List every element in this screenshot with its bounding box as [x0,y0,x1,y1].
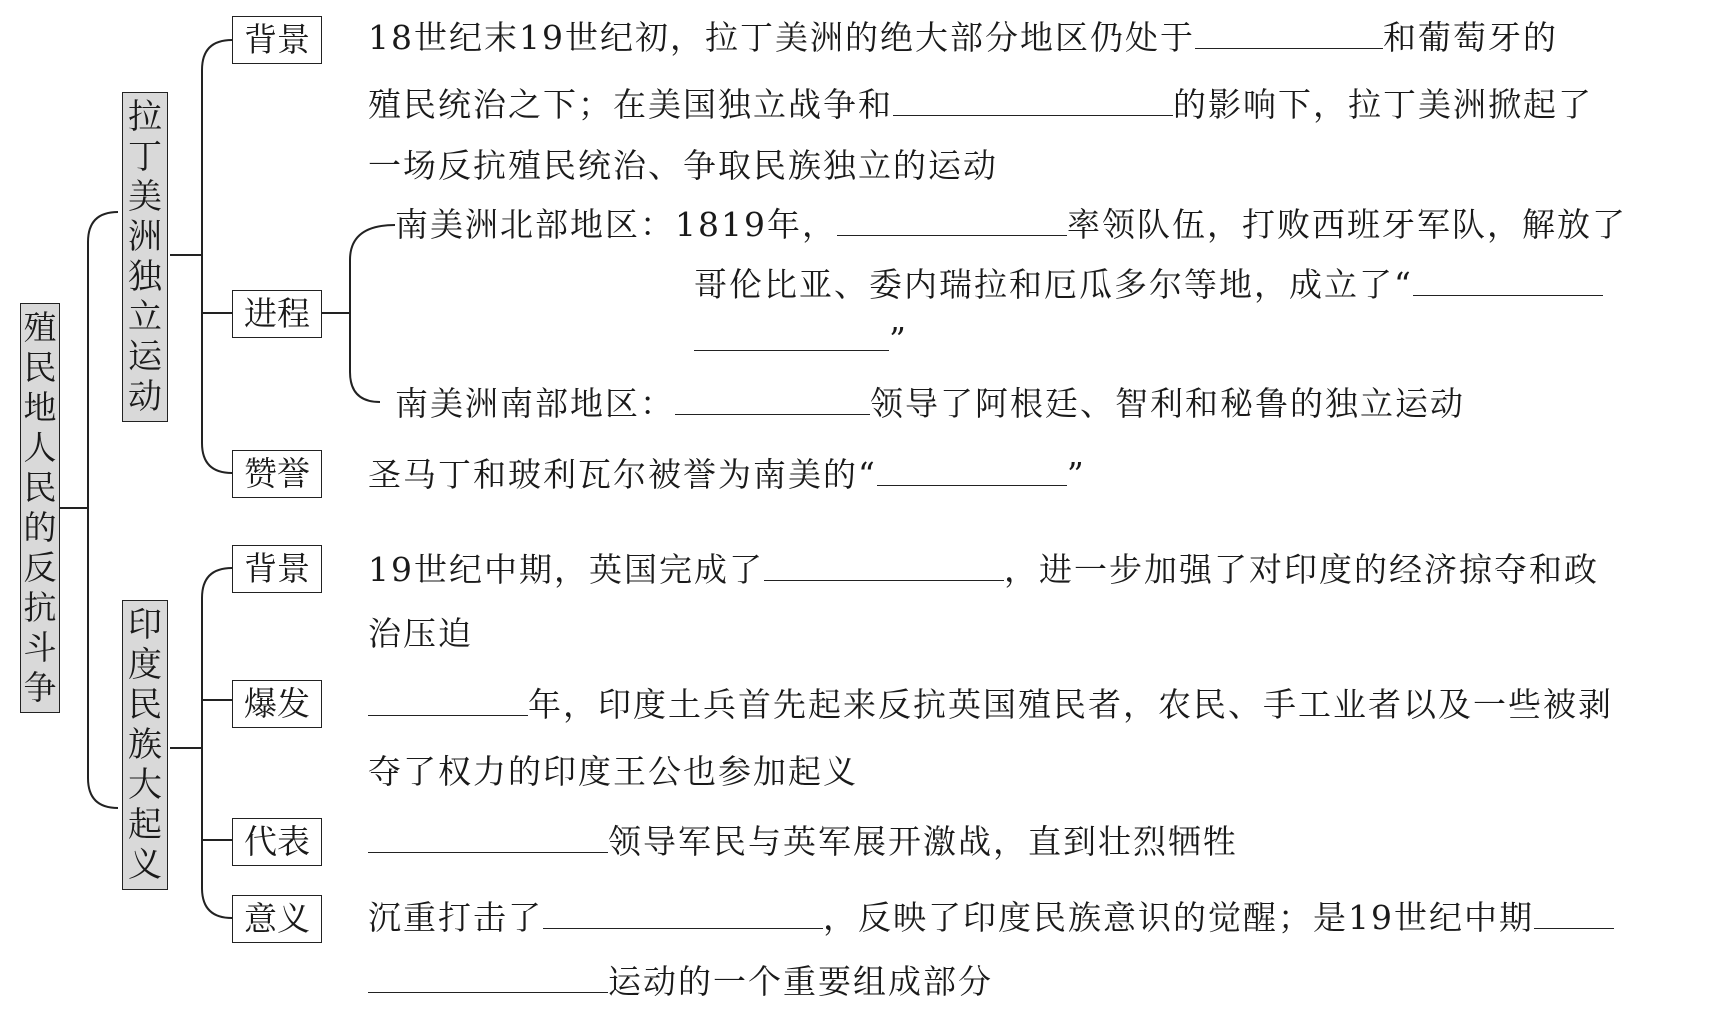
blank[interactable] [675,384,870,415]
blank[interactable] [877,455,1067,486]
text-line: 南美洲北部地区：1819年， 率领队伍，打败西班牙军队，解放了 [395,205,1627,244]
blank[interactable] [368,962,608,993]
text-line: 夺了权力的印度王公也参加起义 [368,752,858,791]
label-process: 进程 [232,290,322,338]
blank[interactable] [764,550,1004,581]
blank[interactable] [368,685,528,716]
blank[interactable] [1413,265,1603,296]
branch-title: 拉 丁 美 洲 独 立 运 动 [128,97,162,417]
root-title: 殖 民 地 人 民 的 反 抗 斗 争 [23,308,57,707]
label-background-1: 背景 [232,16,322,64]
text-line: 运动的一个重要组成部分 [368,962,993,1002]
text-line: 哥伦比亚、委内瑞拉和厄瓜多尔等地，成立了“ [694,265,1603,305]
blank[interactable] [1195,18,1383,49]
text-line: 沉重打击了 ，反映了印度民族意识的觉醒；是19世纪中期 [368,898,1614,938]
label-background-2: 背景 [232,545,322,593]
root-node [20,303,60,713]
text-line: 殖民统治之下；在美国独立战争和 的影响下，拉丁美洲掀起了 [368,85,1593,124]
branch-india [122,600,168,890]
blank[interactable] [368,822,608,853]
blank[interactable] [694,320,889,351]
text-line: 一场反抗殖民统治、争取民族独立的运动 [368,146,998,185]
text-line: 治压迫 [368,614,473,653]
blank[interactable] [543,898,823,929]
text-line: 南美洲南部地区： 领导了阿根廷、智利和秘鲁的独立运动 [395,384,1465,423]
text-line: 领导军民与英军展开激战，直到壮烈牺牲 [368,822,1238,862]
text-line: 18世纪末19世纪初，拉丁美洲的绝大部分地区仍处于 和葡萄牙的 [368,18,1558,57]
label-representative: 代表 [232,818,322,866]
text-line: 19世纪中期，英国完成了 ，进一步加强了对印度的经济掠夺和政 [368,550,1599,589]
branch-latin-america [122,92,168,422]
branch-title: 印 度 民 族 大 起 义 [128,605,162,885]
blank[interactable] [1534,898,1614,929]
blank[interactable] [837,205,1067,236]
label-praise: 赞誉 [232,450,322,498]
label-outbreak: 爆发 [232,680,322,728]
text-line: 年，印度土兵首先起来反抗英国殖民者，农民、手工业者以及一些被剥 [368,685,1613,725]
blank[interactable] [893,85,1173,116]
label-significance: 意义 [232,895,322,943]
text-line: ” [694,320,908,360]
text-line: 圣马丁和玻利瓦尔被誉为南美的“ ” [368,455,1086,494]
